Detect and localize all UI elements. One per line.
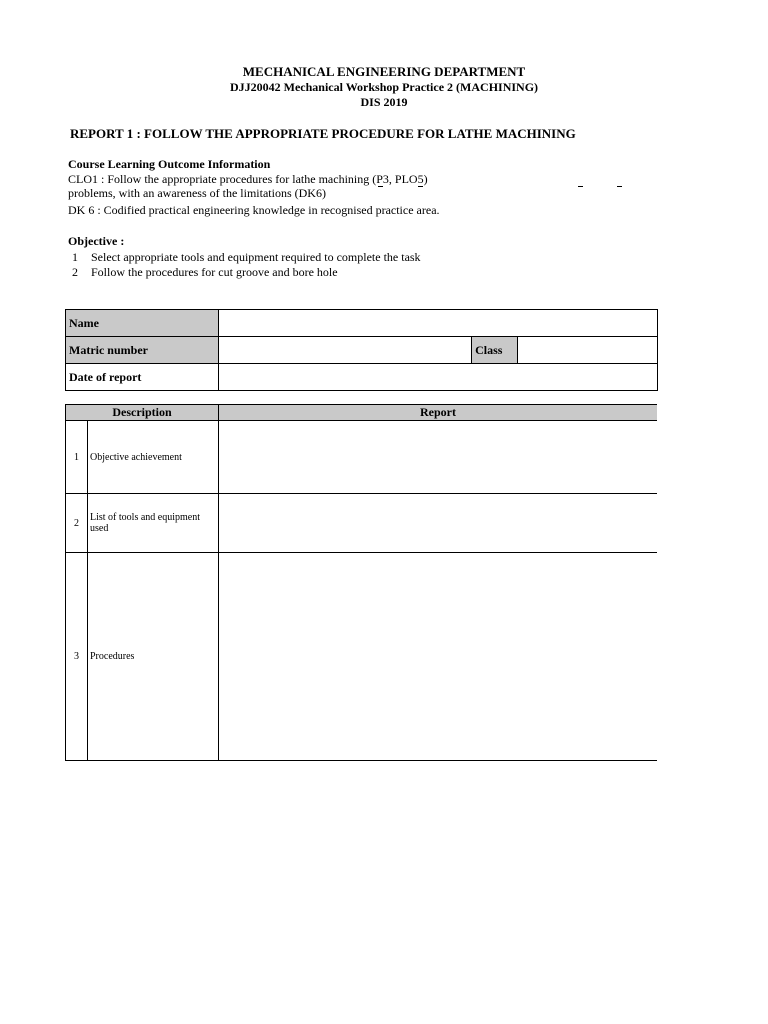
table-row	[66, 421, 658, 494]
date-of-report-field[interactable]	[219, 364, 658, 391]
table-row	[66, 553, 658, 761]
objective-item	[72, 265, 338, 279]
date-of-report-label: Date of report	[66, 364, 219, 391]
department-title: MECHANICAL ENGINEERING DEPARTMENT	[242, 64, 526, 79]
report-title: REPORT 1 : FOLLOW THE APPROPRIATE PROCEDURE FOR LATHE MACHINING	[70, 126, 576, 141]
row-description: Objective achievement	[88, 421, 219, 494]
stray-dash	[418, 186, 423, 187]
report-header: Report	[219, 405, 658, 421]
clo-heading: Course Learning Outcome Information	[68, 157, 271, 171]
student-info-table	[65, 309, 658, 391]
objective-text: Select appropriate tools and equipment required to complete the task	[91, 250, 421, 264]
description-header: Description	[66, 405, 219, 421]
table-row	[66, 494, 658, 553]
objective-item	[72, 250, 421, 264]
row-number: 1	[66, 421, 88, 494]
dk6-text: DK 6 : Codified practical engineering knowledge in recognised practice area.	[68, 203, 440, 217]
class-label: Class	[472, 337, 518, 364]
report-table	[65, 404, 657, 761]
row-report-field[interactable]	[219, 421, 658, 494]
course-title: DJJ20042 Mechanical Workshop Practice 2 (MACHINING)	[229, 80, 539, 94]
row-description: Procedures	[88, 553, 219, 761]
clo1-continuation: problems, with an awareness of the limitations (DK6)	[68, 186, 326, 200]
objective-heading: Objective :	[68, 234, 125, 248]
stray-dash	[617, 186, 622, 187]
matric-number-field[interactable]	[219, 337, 472, 364]
row-description: List of tools and equipment used	[88, 494, 219, 553]
row-number: 3	[66, 553, 88, 761]
session-label: DIS 2019	[360, 95, 408, 109]
objective-number: 1	[72, 250, 78, 264]
objective-number: 2	[72, 265, 78, 279]
stray-dash	[578, 186, 583, 187]
objective-text: Follow the procedures for cut groove and bore hole	[91, 265, 338, 279]
matric-number-label: Matric number	[66, 337, 219, 364]
name-label: Name	[66, 310, 219, 337]
stray-dash	[378, 186, 383, 187]
row-number: 2	[66, 494, 88, 553]
clo1-text: CLO1 : Follow the appropriate procedures for lathe machining (P3, PLO5)	[68, 172, 428, 186]
row-report-field[interactable]	[219, 494, 658, 553]
row-report-field[interactable]	[219, 553, 658, 761]
class-field[interactable]	[518, 337, 658, 364]
name-field[interactable]	[219, 310, 658, 337]
